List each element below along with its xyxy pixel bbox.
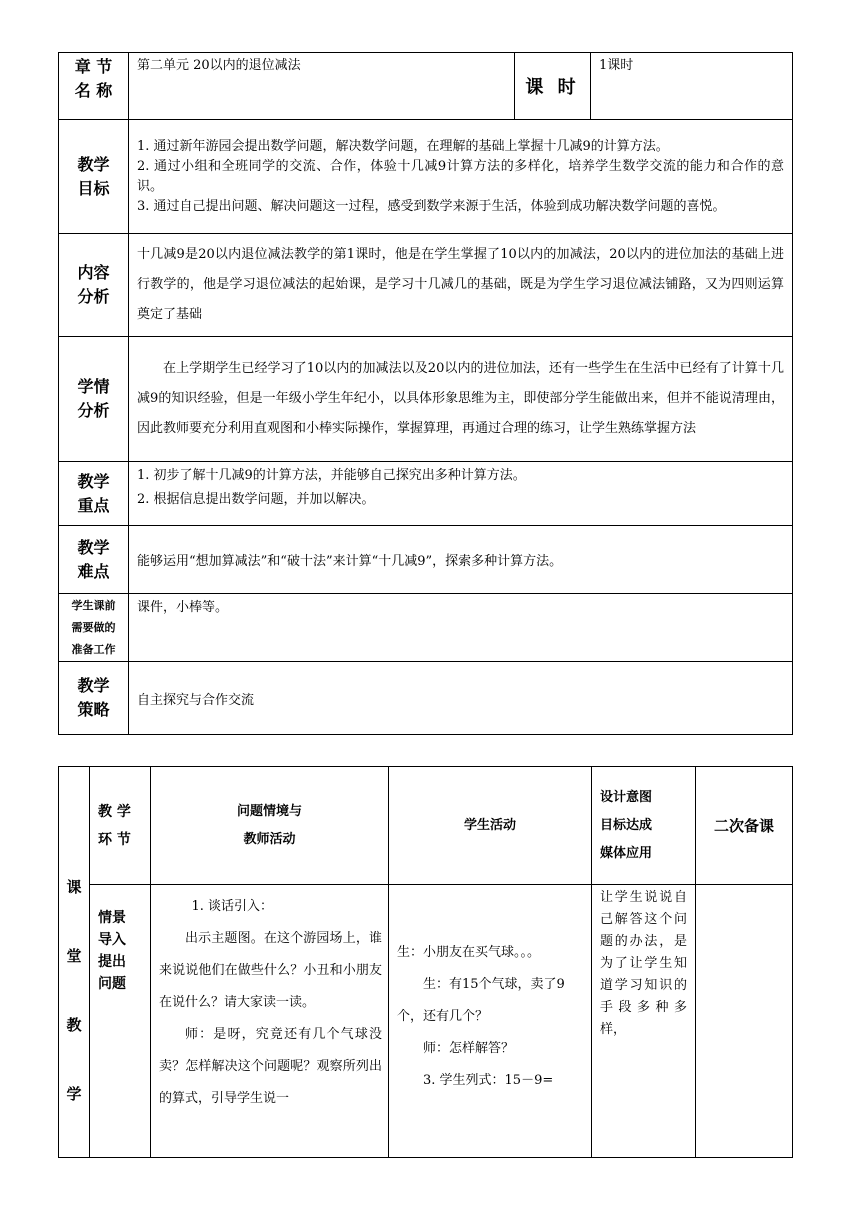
content-analysis-text: 十几减9是20以内退位减法教学的第1课时，他是在学生掌握了10以内的加减法，20以内的进位加法的基础上进行教学的，他是学习退位减法的起始课，是学习十几减几的基础，既是为学生学习退位减法铺路，又为四则运算奠定了基础: [129, 234, 793, 337]
student-analysis-row: [59, 337, 793, 462]
student-analysis-text: 在上学期学生已经学习了10以内的加减法以及20以内的进位加法，还有一些学生在生活中已经有了计算十几减9的知识经验，但是一年级小学生年纪小，以具体形象思维为主，即使部分学生能做出来，但并不能说清理由，因此教师要充分利用直观图和小棒实际操作，掌握算理，再通过合理的练习，让学生熟练掌握方法: [129, 337, 793, 462]
goals-row: [59, 120, 793, 234]
strategy-label: 教学 策略: [59, 662, 129, 735]
phase-column-header: 教 学 环 节: [90, 767, 151, 885]
classroom-teaching-side-label: [59, 767, 90, 1158]
student-para: 师：怎样解答？: [423, 1041, 515, 1056]
design-column-header: 设计意图 目标达成 媒体应用: [592, 767, 696, 885]
difficulty-label: 教学 难点: [59, 526, 129, 594]
preparation-text: 课件，小棒等。: [129, 594, 793, 662]
strategy-row: [59, 662, 793, 735]
chapter-value: 第二单元 20以内的退位减法: [129, 53, 515, 120]
teacher-para: 出示主题图。在这个游园场上，谁来说说他们在做些什么？小丑和小朋友在说什么？请大家读一读。: [159, 931, 382, 1010]
goals-cell: [129, 120, 793, 234]
second-prep-column-header: 二次备课: [696, 767, 793, 885]
goal-item: 1. 通过新年游园会提出数学问题，解决数学问题，在理解的基础上掌握十几减9的计算方法。: [137, 138, 669, 154]
teacher-column-header: 问题情境与 教师活动: [151, 767, 389, 885]
student-para: 3. 学生列式：15－9=: [423, 1073, 554, 1088]
difficulty-row: [59, 526, 793, 594]
process-row-intro: [59, 885, 793, 1158]
side-char: 学: [66, 1085, 82, 1103]
goal-item: 3. 通过自己提出问题、解决问题这一过程，感受到数学来源于生活，体验到成功解决数学问题的喜悦。: [137, 198, 726, 214]
period-value: 1课时: [591, 53, 793, 120]
content-analysis-row: [59, 234, 793, 337]
key-point-item: 2. 根据信息提出数学问题，并加以解决。: [137, 492, 375, 507]
content-analysis-label: 内容 分析: [59, 234, 129, 337]
process-header-row: [59, 767, 793, 885]
student-para: 生：有15个气球，卖了9个，还有几个？: [397, 977, 565, 1024]
key-points-row: [59, 462, 793, 526]
key-points-cell: [129, 462, 793, 526]
teacher-para: 师：是呀，究竟还有几个气球没卖？怎样解决这个问题呢？观察所列出的算式，引导学生说一: [159, 1027, 382, 1106]
lesson-overview-table: [58, 52, 793, 735]
difficulty-text: 能够运用“想加算减法”和“破十法”来计算“十几减9”，探索多种计算方法。: [129, 526, 793, 594]
teacher-activity: [151, 885, 389, 1158]
goals-label: 教学 目标: [59, 120, 129, 234]
strategy-text: 自主探究与合作交流: [129, 662, 793, 735]
phase-name: 情景 导入 提出 问题: [90, 885, 151, 1158]
chapter-label: 章 节 名 称: [59, 53, 129, 120]
side-char: 课: [66, 878, 82, 896]
preparation-row: [59, 594, 793, 662]
period-label: 课 时: [515, 53, 591, 120]
student-para: 生：小朋友在买气球。。。: [397, 945, 541, 960]
student-column-header: 学生活动: [389, 767, 592, 885]
student-activity: [389, 885, 592, 1158]
teacher-para: 1. 谈话引入：: [191, 899, 274, 914]
side-char: 堂: [66, 947, 82, 965]
chapter-row: [59, 53, 793, 120]
preparation-label: 学生课前 需要做的 准备工作: [59, 594, 129, 662]
side-char: 教: [66, 1016, 82, 1034]
second-prep-cell: [696, 885, 793, 1158]
goal-item: 2. 通过小组和全班同学的交流、合作，体验十几减9计算方法的多样化，培养学生数学交流的能力和合作的意识。: [137, 158, 784, 194]
design-intent: 让学生说说自己解答这个问题的办法，是为了让学生知道学习知识的手段多种多样，: [592, 885, 696, 1158]
student-analysis-label: 学情 分析: [59, 337, 129, 462]
key-points-label: 教学 重点: [59, 462, 129, 526]
key-point-item: 1. 初步了解十几减9的计算方法，并能够自己探究出多种计算方法。: [137, 468, 526, 483]
classroom-process-table: [58, 766, 793, 1158]
